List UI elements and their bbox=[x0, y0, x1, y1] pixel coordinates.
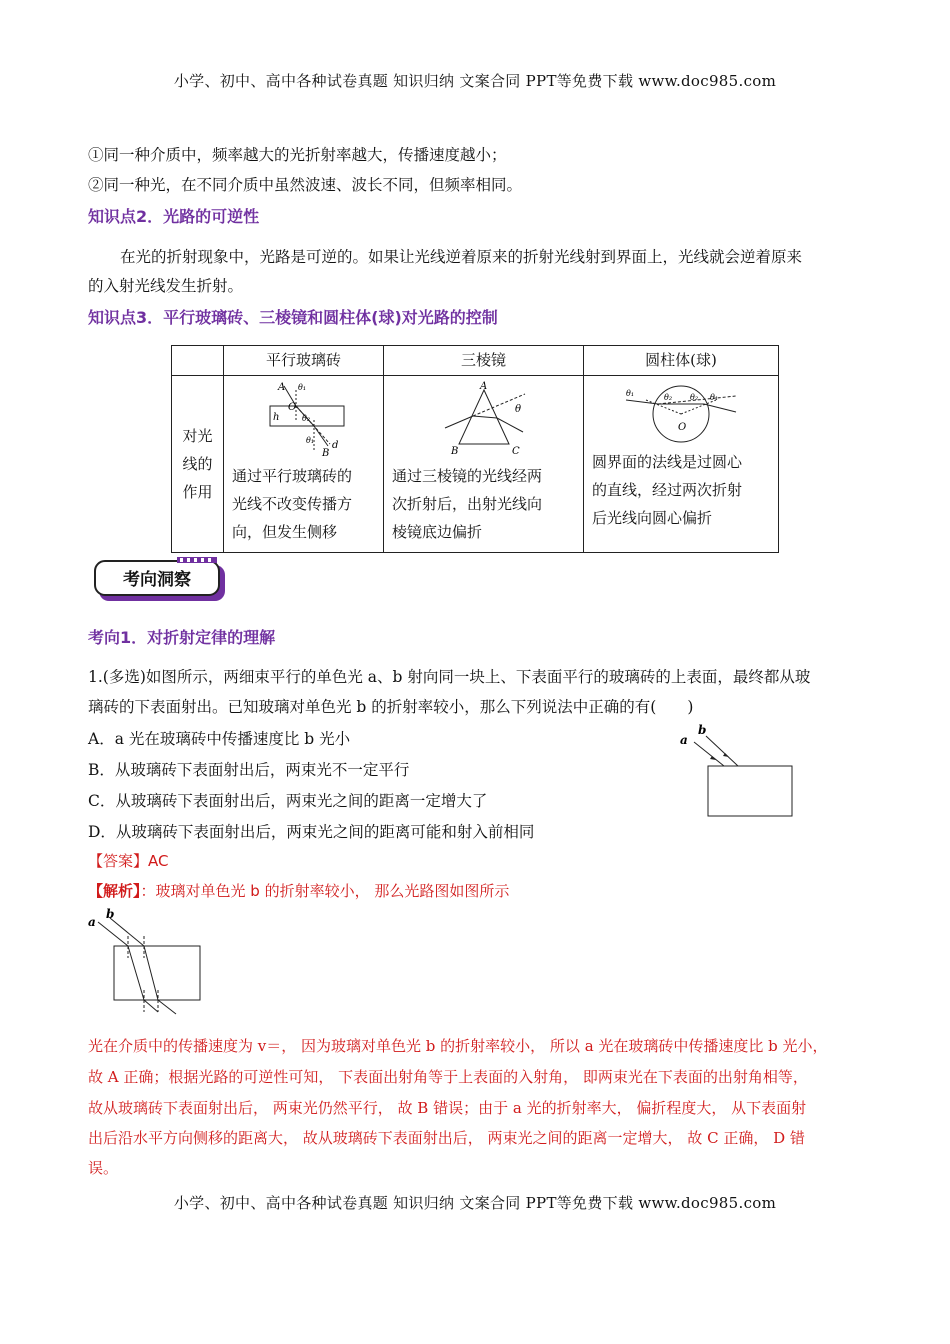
prism-text-line: 通过三棱镜的光线经两 bbox=[392, 467, 543, 485]
question-line-1: 1.(多选)如图所示，两细束平行的单色光 a、b 射向同一块上、下表面平行的玻璃砖的上表面，最终都从玻 bbox=[88, 668, 811, 686]
analysis-line-3: 故从玻璃砖下表面射出后， 两束光仍然平行， 故 B 错误；由于 a 光的折射率大， 偏折程度大， 从下表面射 bbox=[88, 1099, 807, 1117]
analysis-label: 【解析】 bbox=[88, 882, 141, 900]
prism-label-B: B bbox=[450, 446, 458, 457]
prism-text-line: 棱镜底边偏折 bbox=[392, 523, 483, 541]
question-line-2: 璃砖的下表面射出。已知玻璃对单色光 b 的折射率较小，那么下列说法中正确的有( ) bbox=[88, 698, 694, 716]
slab-label-B: B bbox=[321, 448, 329, 458]
analysis-intro-text: ：玻璃对单色光 b 的折射率较小， 那么光路图如图所示 bbox=[140, 882, 510, 900]
point-2: ②同一种光，在不同介质中虽然波速、波长不同，但频率相同。 bbox=[88, 176, 523, 194]
col-header-prism: 三棱镜 bbox=[384, 346, 584, 376]
cylinder-text-line: 的直线，经过两次折射 bbox=[592, 481, 743, 499]
answer bbox=[88, 850, 169, 871]
analysis-line-2: 故 A 正确；根据光路的可逆性可知， 下表面出射角等于上表面的入射角， 即两束光在下表面的出射角相等， bbox=[88, 1068, 808, 1086]
kx1-title: 考向1．对折射定律的理解 bbox=[88, 628, 276, 647]
option-c: C．从玻璃砖下表面射出后，两束光之间的距离一定增大了 bbox=[88, 792, 488, 810]
row-label-line: 作用 bbox=[182, 483, 213, 501]
point-1: ①同一种介质中，频率越大的光折射率越大，传播速度越小； bbox=[88, 146, 507, 164]
option-b: B．从玻璃砖下表面射出后，两束光不一定平行 bbox=[88, 761, 410, 779]
page-footer: 小学、初中、高中各种试卷真题 知识归纳 文案合同 PPT等免费下载 www.doc985.com bbox=[173, 1194, 777, 1212]
cell-slab bbox=[224, 376, 384, 553]
question-diagram bbox=[670, 722, 800, 822]
slab-label-O: O bbox=[287, 402, 296, 413]
page-header: 小学、初中、高中各种试卷真题 知识归纳 文案合同 PPT等免费下载 www.doc985.com bbox=[173, 72, 777, 90]
slab-diagram bbox=[244, 380, 364, 458]
q-label-b: b bbox=[698, 723, 707, 737]
slab-label-theta1: θ₁ bbox=[297, 383, 306, 392]
cyl-label-theta2b: θ₂ bbox=[690, 393, 699, 402]
slab-label-A: A bbox=[277, 382, 285, 393]
cell-prism bbox=[384, 376, 584, 553]
an-label-b: b bbox=[106, 908, 115, 921]
prism-diagram bbox=[429, 380, 539, 458]
cylinder-text-line: 圆界面的法线是过圆心 bbox=[592, 453, 743, 471]
slab-label-theta2: θ₂ bbox=[301, 414, 310, 423]
prism-label-A: A bbox=[479, 381, 487, 392]
cyl-label-theta1b: θ₁ bbox=[710, 393, 719, 402]
table-corner bbox=[172, 346, 224, 376]
section-tag bbox=[93, 557, 227, 603]
analysis-line-1: 光在介质中的传播速度为 v＝， 因为玻璃对单色光 b 的折射率较小， 所以 a 光在玻璃砖中传播速度比 b 光小， bbox=[88, 1037, 828, 1055]
prism-text-line: 次折射后，出射光线向 bbox=[392, 495, 543, 513]
cylinder-diagram bbox=[616, 380, 746, 446]
option-a: A．a 光在玻璃砖中传播速度比 b 光小 bbox=[88, 730, 351, 748]
slab-text-line: 向，但发生侧移 bbox=[232, 523, 338, 541]
analysis-line-4: 出后沿水平方向侧移的距离大， 故从玻璃砖下表面射出后， 两束光之间的距离一定增大， 故 C 正确， D 错 bbox=[88, 1129, 805, 1147]
cell-cylinder bbox=[584, 376, 779, 553]
section-tag-label: 考向洞察 bbox=[123, 570, 191, 590]
slab-text-line: 通过平行玻璃砖的 bbox=[232, 467, 353, 485]
cyl-label-O: O bbox=[678, 422, 687, 433]
cyl-label-theta2: θ₂ bbox=[664, 393, 673, 402]
option-d: D．从玻璃砖下表面射出后，两束光之间的距离可能和射入前相同 bbox=[88, 823, 535, 841]
kp2-title: 知识点2．光路的可逆性 bbox=[88, 207, 260, 226]
col-header-cylinder: 圆柱体(球) bbox=[584, 346, 779, 376]
cylinder-text-line: 后光线向圆心偏折 bbox=[592, 509, 713, 527]
kp2-body-2: 的入射光线发生折射。 bbox=[88, 277, 244, 295]
kp2-body-1: 在光的折射现象中，光路是可逆的。如果让光线逆着原来的折射光线射到界面上，光线就会逆着原来 bbox=[120, 248, 803, 266]
analysis-line-5: 误。 bbox=[88, 1159, 119, 1177]
analysis-diagram bbox=[84, 908, 214, 1018]
cyl-label-theta1: θ₁ bbox=[626, 389, 635, 398]
row-label-line: 线的 bbox=[182, 455, 213, 473]
col-header-slab: 平行玻璃砖 bbox=[224, 346, 384, 376]
an-label-a: a bbox=[88, 915, 96, 929]
analysis-intro bbox=[88, 880, 509, 901]
slab-label-theta1b: θ₁ bbox=[305, 436, 314, 445]
prism-label-C: C bbox=[511, 446, 520, 457]
slab-text-line: 光线不改变传播方 bbox=[232, 495, 353, 513]
row-label-line: 对光 bbox=[182, 427, 213, 445]
answer-label: 【答案】 bbox=[88, 852, 149, 870]
prism-label-theta: θ bbox=[514, 404, 521, 415]
answer-value: AC bbox=[148, 852, 169, 870]
row-label bbox=[172, 376, 224, 553]
q-label-a: a bbox=[680, 733, 688, 747]
slab-label-d: d bbox=[331, 440, 338, 451]
kp3-title: 知识点3．平行玻璃砖、三棱镜和圆柱体(球)对光路的控制 bbox=[88, 308, 498, 327]
optics-table bbox=[171, 345, 779, 553]
slab-label-h: h bbox=[272, 412, 279, 423]
